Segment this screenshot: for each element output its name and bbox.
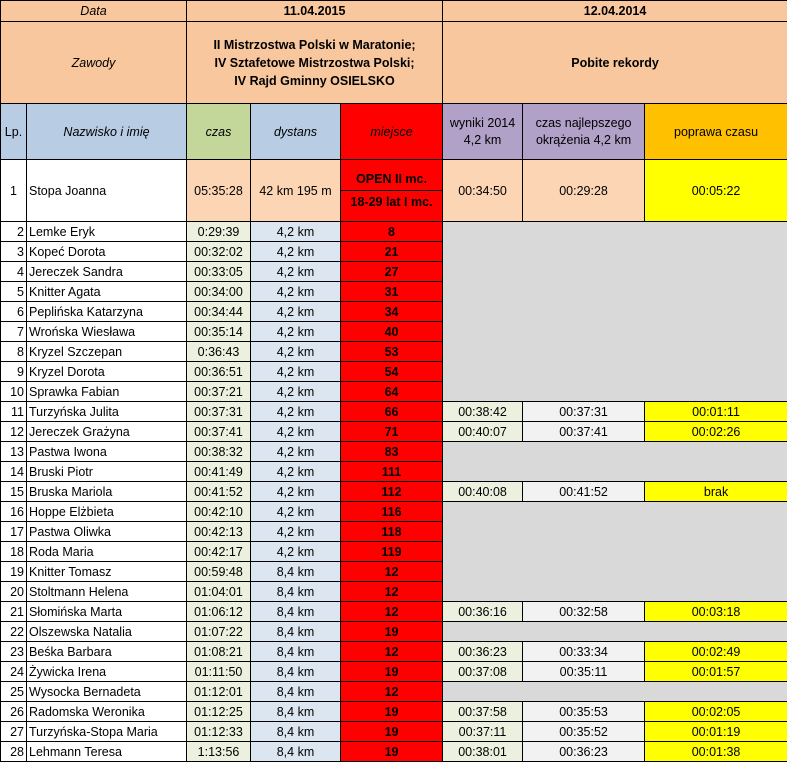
cell-name: Bruska Mariola <box>27 482 187 502</box>
cell-distance: 4,2 km <box>251 442 341 462</box>
cell-results-2014: 00:36:23 <box>443 642 523 662</box>
table-row <box>1 702 787 722</box>
cell-lp: 18 <box>1 542 27 562</box>
col-time: czas <box>187 104 251 160</box>
cell-improvement: 00:05:22 <box>645 160 787 222</box>
col-distance: dystans <box>251 104 341 160</box>
cell-place: 27 <box>341 262 443 282</box>
cell-lp: 10 <box>1 382 27 402</box>
cell-place: 83 <box>341 442 443 462</box>
event-line-1: II Mistrzostwa Polski w Maratonie; <box>213 37 416 52</box>
cell-distance: 4,2 km <box>251 222 341 242</box>
cell-improvement: 00:02:26 <box>645 422 787 442</box>
cell-results-2014: 00:40:08 <box>443 482 523 502</box>
cell-name: Pastwa Oliwka <box>27 522 187 542</box>
cell-place: 53 <box>341 342 443 362</box>
cell-name: Kryzel Dorota <box>27 362 187 382</box>
cell-distance: 4,2 km <box>251 402 341 422</box>
table-row <box>1 402 787 422</box>
empty-records-block <box>443 222 787 402</box>
cell-distance: 4,2 km <box>251 242 341 262</box>
cell-distance: 8,4 km <box>251 682 341 702</box>
cell-time: 00:36:51 <box>187 362 251 382</box>
cell-name: Kopeć Dorota <box>27 242 187 262</box>
col-best-lap-line-1: czas najlepszego <box>535 115 632 130</box>
cell-place: 8 <box>341 222 443 242</box>
cell-lp: 16 <box>1 502 27 522</box>
cell-lp: 24 <box>1 662 27 682</box>
cell-name: Kryzel Szczepan <box>27 342 187 362</box>
cell-place: 12 <box>341 562 443 582</box>
table-row-first <box>1 160 787 222</box>
cell-place: 40 <box>341 322 443 342</box>
cell-lp: 1 <box>1 160 27 222</box>
event-line-3: IV Rajd Gminny OSIELSKO <box>234 73 395 88</box>
cell-name: Turzyńska Julita <box>27 402 187 422</box>
cell-name: Lemke Eryk <box>27 222 187 242</box>
cell-distance: 4,2 km <box>251 362 341 382</box>
cell-name: Lehmann Teresa <box>27 742 187 762</box>
col-place: miejsce <box>341 104 443 160</box>
cell-name: Knitter Agata <box>27 282 187 302</box>
cell-lp: 27 <box>1 722 27 742</box>
cell-name: Jereczek Grażyna <box>27 422 187 442</box>
table-row <box>1 642 787 662</box>
table-row <box>1 602 787 622</box>
cell-place: 19 <box>341 662 443 682</box>
cell-lp: 12 <box>1 422 27 442</box>
cell-distance: 4,2 km <box>251 462 341 482</box>
cell-improvement: 00:01:11 <box>645 402 787 422</box>
event-name <box>187 22 443 104</box>
empty-records-block <box>443 622 787 642</box>
cell-distance: 4,2 km <box>251 422 341 442</box>
cell-time: 01:12:33 <box>187 722 251 742</box>
cell-lp: 6 <box>1 302 27 322</box>
cell-time: 00:42:10 <box>187 502 251 522</box>
cell-lp: 25 <box>1 682 27 702</box>
cell-place: 19 <box>341 622 443 642</box>
cell-lp: 8 <box>1 342 27 362</box>
cell-distance: 4,2 km <box>251 302 341 322</box>
cell-distance: 4,2 km <box>251 382 341 402</box>
cell-distance: 8,4 km <box>251 562 341 582</box>
cell-name: Żywicka Irena <box>27 662 187 682</box>
cell-improvement: 00:01:57 <box>645 662 787 682</box>
cell-time: 00:59:48 <box>187 562 251 582</box>
cell-results-2014: 00:36:16 <box>443 602 523 622</box>
table-row <box>1 722 787 742</box>
cell-name: Pastwa Iwona <box>27 442 187 462</box>
cell-place: 54 <box>341 362 443 382</box>
cell-place: 12 <box>341 682 443 702</box>
cell-distance: 8,4 km <box>251 602 341 622</box>
cell-results-2014: 00:37:58 <box>443 702 523 722</box>
cell-place: 116 <box>341 502 443 522</box>
cell-distance: 8,4 km <box>251 642 341 662</box>
col-results-2014 <box>443 104 523 160</box>
table-row <box>1 682 787 702</box>
cell-best-lap: 00:35:11 <box>523 662 645 682</box>
cell-name: Bruski Piotr <box>27 462 187 482</box>
col-lp: Lp. <box>1 104 27 160</box>
cell-place: 34 <box>341 302 443 322</box>
cell-lp: 3 <box>1 242 27 262</box>
records-label: Pobite rekordy <box>443 22 787 104</box>
zawody-label: Zawody <box>1 22 187 104</box>
cell-lp: 4 <box>1 262 27 282</box>
table-row <box>1 662 787 682</box>
cell-name: Stoltmann Helena <box>27 582 187 602</box>
cell-time: 00:34:44 <box>187 302 251 322</box>
cell-place: 19 <box>341 742 443 762</box>
cell-lp: 15 <box>1 482 27 502</box>
cell-lp: 21 <box>1 602 27 622</box>
cell-lp: 14 <box>1 462 27 482</box>
cell-time: 00:38:32 <box>187 442 251 462</box>
cell-lp: 28 <box>1 742 27 762</box>
cell-time: 00:41:52 <box>187 482 251 502</box>
cell-name: Roda Maria <box>27 542 187 562</box>
cell-name: Beśka Barbara <box>27 642 187 662</box>
cell-name: Wysocka Bernadeta <box>27 682 187 702</box>
data-label: Data <box>1 1 187 22</box>
empty-records-block <box>443 442 787 482</box>
cell-lp: 19 <box>1 562 27 582</box>
cell-time: 00:41:49 <box>187 462 251 482</box>
cell-name: Słomińska Marta <box>27 602 187 622</box>
cell-lp: 5 <box>1 282 27 302</box>
cell-time: 01:04:01 <box>187 582 251 602</box>
cell-time: 01:11:50 <box>187 662 251 682</box>
cell-name: Olszewska Natalia <box>27 622 187 642</box>
date-2014: 12.04.2014 <box>443 1 787 22</box>
cell-distance: 4,2 km <box>251 542 341 562</box>
col-best-lap <box>523 104 645 160</box>
cell-improvement: 00:01:19 <box>645 722 787 742</box>
table-row <box>1 222 787 242</box>
cell-place <box>341 160 443 222</box>
cell-name: Knitter Tomasz <box>27 562 187 582</box>
cell-best-lap: 00:37:31 <box>523 402 645 422</box>
cell-time: 01:12:01 <box>187 682 251 702</box>
cell-distance: 8,4 km <box>251 582 341 602</box>
empty-records-block <box>443 502 787 602</box>
col-best-lap-line-2: okrążenia 4,2 km <box>535 132 632 147</box>
cell-place: 12 <box>341 602 443 622</box>
cell-place-open: OPEN II mc. <box>356 172 427 186</box>
cell-place: 19 <box>341 702 443 722</box>
cell-place: 64 <box>341 382 443 402</box>
cell-time: 00:32:02 <box>187 242 251 262</box>
cell-distance: 8,4 km <box>251 702 341 722</box>
cell-name: Jereczek Sandra <box>27 262 187 282</box>
cell-results-2014: 00:37:11 <box>443 722 523 742</box>
cell-distance: 4,2 km <box>251 502 341 522</box>
cell-results-2014: 00:40:07 <box>443 422 523 442</box>
cell-name: Radomska Weronika <box>27 702 187 722</box>
cell-time: 0:36:43 <box>187 342 251 362</box>
cell-best-lap: 00:32:58 <box>523 602 645 622</box>
cell-lp: 11 <box>1 402 27 422</box>
cell-lp: 2 <box>1 222 27 242</box>
cell-time: 01:12:25 <box>187 702 251 722</box>
cell-improvement: 00:02:05 <box>645 702 787 722</box>
cell-time: 00:42:17 <box>187 542 251 562</box>
cell-distance: 4,2 km <box>251 342 341 362</box>
table-row <box>1 622 787 642</box>
cell-time: 01:06:12 <box>187 602 251 622</box>
table-row <box>1 482 787 502</box>
cell-distance: 4,2 km <box>251 322 341 342</box>
cell-time: 00:33:05 <box>187 262 251 282</box>
cell-lp: 22 <box>1 622 27 642</box>
cell-time: 1:13:56 <box>187 742 251 762</box>
cell-time: 00:37:21 <box>187 382 251 402</box>
cell-place: 111 <box>341 462 443 482</box>
table-row <box>1 442 787 462</box>
cell-place: 12 <box>341 582 443 602</box>
cell-distance: 4,2 km <box>251 262 341 282</box>
cell-time: 00:37:41 <box>187 422 251 442</box>
cell-distance: 42 km 195 m <box>251 160 341 222</box>
cell-time: 05:35:28 <box>187 160 251 222</box>
cell-results-2014: 00:38:01 <box>443 742 523 762</box>
cell-time: 00:35:14 <box>187 322 251 342</box>
cell-place: 118 <box>341 522 443 542</box>
cell-time: 01:08:21 <box>187 642 251 662</box>
col-improvement: poprawa czasu <box>645 104 787 160</box>
cell-distance: 8,4 km <box>251 622 341 642</box>
cell-distance: 8,4 km <box>251 662 341 682</box>
col-results-2014-line-2: 4,2 km <box>463 132 502 147</box>
cell-improvement: brak <box>645 482 787 502</box>
cell-results-2014: 00:38:42 <box>443 402 523 422</box>
cell-best-lap: 00:35:52 <box>523 722 645 742</box>
cell-distance: 8,4 km <box>251 742 341 762</box>
cell-distance: 4,2 km <box>251 482 341 502</box>
table-row <box>1 422 787 442</box>
cell-time: 0:29:39 <box>187 222 251 242</box>
col-results-2014-line-1: wyniki 2014 <box>449 115 516 130</box>
cell-best-lap: 00:29:28 <box>523 160 645 222</box>
cell-lp: 13 <box>1 442 27 462</box>
cell-improvement: 00:01:38 <box>645 742 787 762</box>
cell-place: 21 <box>341 242 443 262</box>
cell-place: 12 <box>341 642 443 662</box>
cell-name: Stopa Joanna <box>27 160 187 222</box>
cell-name: Sprawka Fabian <box>27 382 187 402</box>
cell-best-lap: 00:37:41 <box>523 422 645 442</box>
cell-name: Wrońska Wiesława <box>27 322 187 342</box>
cell-lp: 26 <box>1 702 27 722</box>
cell-distance: 4,2 km <box>251 522 341 542</box>
cell-lp: 7 <box>1 322 27 342</box>
cell-best-lap: 00:41:52 <box>523 482 645 502</box>
cell-place: 119 <box>341 542 443 562</box>
cell-lp: 17 <box>1 522 27 542</box>
cell-place-age: 18-29 lat I mc. <box>350 195 433 209</box>
cell-distance: 4,2 km <box>251 282 341 302</box>
cell-improvement: 00:02:49 <box>645 642 787 662</box>
cell-time: 01:07:22 <box>187 622 251 642</box>
cell-time: 00:34:00 <box>187 282 251 302</box>
cell-lp: 23 <box>1 642 27 662</box>
date-2015: 11.04.2015 <box>187 1 443 22</box>
table-row <box>1 742 787 762</box>
col-name: Nazwisko i imię <box>27 104 187 160</box>
cell-place: 19 <box>341 722 443 742</box>
cell-time: 00:37:31 <box>187 402 251 422</box>
cell-place: 71 <box>341 422 443 442</box>
cell-best-lap: 00:36:23 <box>523 742 645 762</box>
cell-place: 66 <box>341 402 443 422</box>
cell-name: Hoppe Elżbieta <box>27 502 187 522</box>
cell-results-2014: 00:34:50 <box>443 160 523 222</box>
cell-distance: 8,4 km <box>251 722 341 742</box>
cell-name: Turzyńska-Stopa Maria <box>27 722 187 742</box>
cell-best-lap: 00:35:53 <box>523 702 645 722</box>
cell-place: 112 <box>341 482 443 502</box>
cell-results-2014: 00:37:08 <box>443 662 523 682</box>
cell-name: Peplińska Katarzyna <box>27 302 187 322</box>
empty-records-block <box>443 682 787 702</box>
cell-time: 00:42:13 <box>187 522 251 542</box>
table-row <box>1 502 787 522</box>
cell-lp: 9 <box>1 362 27 382</box>
cell-lp: 20 <box>1 582 27 602</box>
event-line-2: IV Sztafetowe Mistrzostwa Polski; <box>214 55 415 70</box>
cell-place: 31 <box>341 282 443 302</box>
cell-best-lap: 00:33:34 <box>523 642 645 662</box>
cell-improvement: 00:03:18 <box>645 602 787 622</box>
